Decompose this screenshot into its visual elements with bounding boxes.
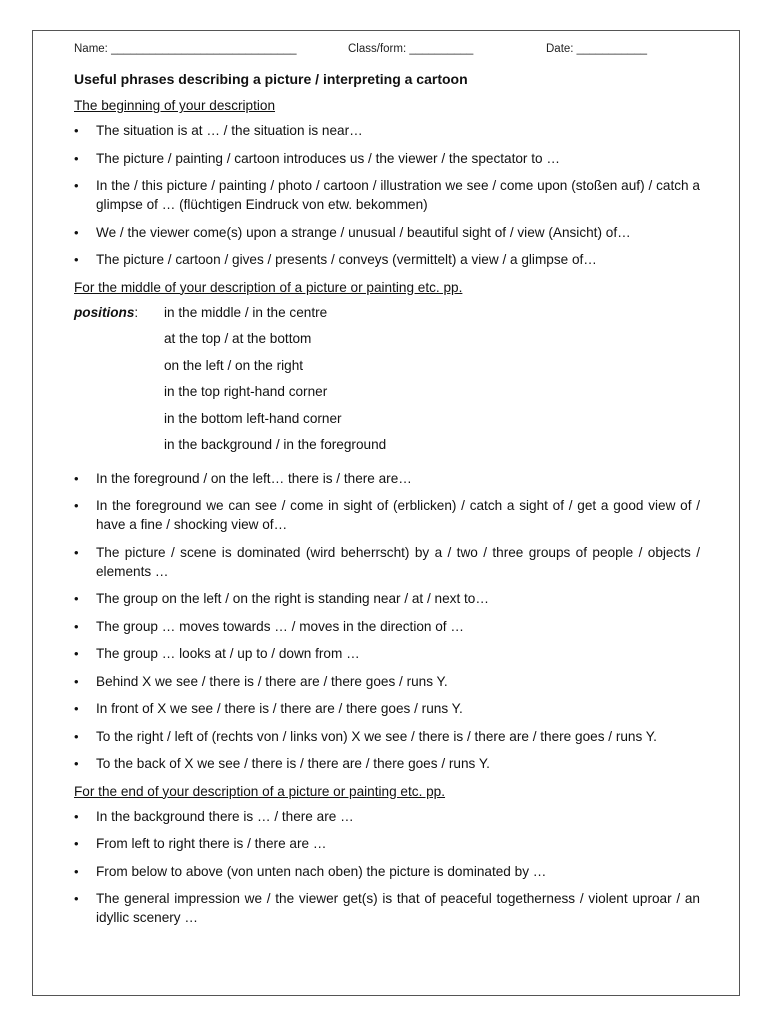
- list-item: • The group … moves towards … / moves in the direction of …: [74, 618, 464, 634]
- position-item: in the bottom left-hand corner: [164, 410, 342, 426]
- bullet-icon: •: [74, 836, 79, 851]
- class-form-field[interactable]: Class/form: __________: [348, 43, 474, 55]
- list-item: • In the / this picture / painting / photo / cartoon / illustration we see / come upon (stoßen auf) / catch a glimpse of … (flüchtigen Eindruck von etw. bekommen): [74, 178, 700, 212]
- bullet-icon: •: [74, 808, 79, 824]
- bullet-icon: •: [74, 756, 79, 771]
- position-item: in the background / in the foreground: [164, 437, 387, 452]
- list-item: • The picture / painting / cartoon introduces us / the viewer / the spectator to …: [74, 150, 560, 166]
- bullet-icon: •: [74, 224, 79, 240]
- list-item: • We / the viewer come(s) upon a strange / unusual / beautiful sight of / view (Ansicht) of…: [74, 224, 631, 240]
- middle-heading: For the middle of your description of a picture or painting etc. pp.: [74, 279, 463, 295]
- bullet-icon: •: [74, 591, 79, 606]
- position-item: at the top / at the bottom: [164, 331, 312, 346]
- position-item: on the left / on the right: [164, 357, 304, 373]
- bullet-icon: •: [74, 470, 79, 486]
- name-field[interactable]: Name: _____________________________: [74, 43, 297, 55]
- bullet-icon: •: [74, 618, 79, 634]
- end-heading: For the end of your description of a picture or painting etc. pp.: [74, 783, 446, 799]
- bullet-icon: •: [74, 728, 79, 744]
- list-item: • The general impression we / the viewer get(s) is that of peaceful togetherness / violent uproar / an idyllic scenery …: [74, 891, 700, 925]
- positions-block: [74, 303, 700, 462]
- beginning-heading: The beginning of your description: [74, 98, 276, 113]
- list-item: • From left to right there is / there are …: [74, 836, 327, 851]
- list-item: • To the right / left of (rechts von / links von) X we see / there is / there are / there goes / runs Y.: [74, 728, 657, 744]
- bullet-icon: •: [74, 673, 79, 689]
- list-item: • In front of X we see / there is / there are / there goes / runs Y.: [74, 701, 463, 716]
- list-item: • In the background there is … / there are …: [74, 808, 354, 824]
- list-item: • From below to above (von unten nach oben) the picture is dominated by …: [74, 863, 547, 879]
- list-item: • The situation is at … / the situation is near…: [74, 123, 363, 138]
- bullet-icon: •: [74, 123, 79, 138]
- bullet-icon: •: [74, 891, 79, 906]
- list-item: • In the foreground we can see / come in sight of (erblicken) / catch a sight of / get a good view of / have a fine / shocking view of…: [74, 498, 700, 532]
- bullet-icon: •: [74, 252, 79, 267]
- middle-list: [74, 469, 700, 774]
- list-item: • Behind X we see / there is / there are / there goes / runs Y.: [74, 673, 448, 689]
- beginning-list: [74, 121, 700, 269]
- bullet-icon: •: [74, 646, 79, 661]
- header-fields: [74, 40, 700, 60]
- position-item: in the top right-hand corner: [164, 384, 328, 399]
- list-item: • To the back of X we see / there is / there are / there goes / runs Y.: [74, 756, 490, 771]
- list-item: • The picture / cartoon / gives / presents / conveys (vermittelt) a view / a glimpse of…: [74, 252, 597, 267]
- position-item: in the middle / in the centre: [164, 304, 328, 320]
- bullet-icon: •: [74, 498, 79, 513]
- date-field[interactable]: Date: ___________: [546, 43, 648, 55]
- list-item: • In the foreground / on the left… there is / there are…: [74, 470, 412, 486]
- document-content: [74, 40, 700, 936]
- bullet-icon: •: [74, 150, 79, 166]
- list-item: • The group … looks at / up to / down from …: [74, 646, 360, 661]
- bullet-icon: •: [74, 701, 79, 716]
- positions-list: [164, 303, 386, 462]
- list-item: • The picture / scene is dominated (wird beherrscht) by a / two / three groups of people / objects / elements …: [74, 544, 700, 579]
- document-title: Useful phrases describing a picture / interpreting a cartoon: [74, 71, 468, 87]
- bullet-icon: •: [74, 863, 79, 879]
- list-item: • The group on the left / on the right is standing near / at / next to…: [74, 591, 489, 606]
- bullet-icon: •: [74, 178, 79, 193]
- positions-label: positions:: [74, 304, 139, 320]
- bullet-icon: •: [74, 544, 79, 560]
- end-list: [74, 807, 700, 928]
